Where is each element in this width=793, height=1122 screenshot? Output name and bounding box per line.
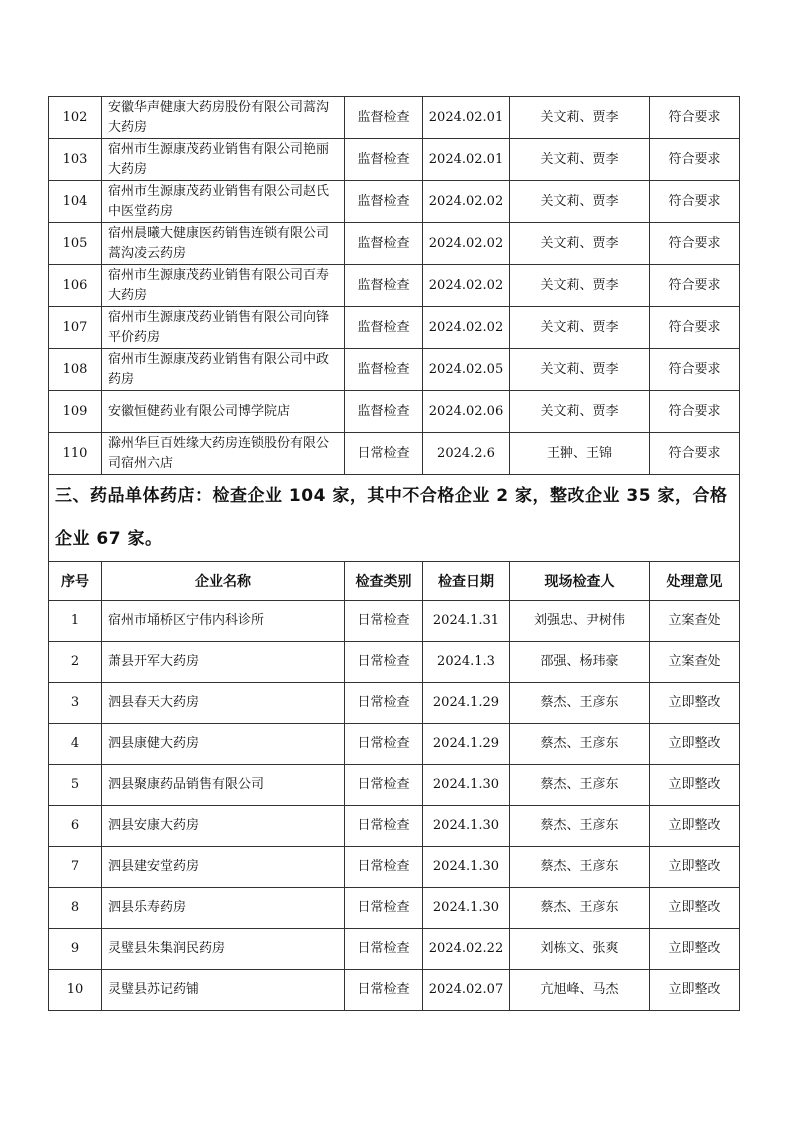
cell-no: 3	[49, 683, 102, 724]
cell-result: 立即整改	[650, 929, 740, 970]
cell-no: 8	[49, 888, 102, 929]
cell-type: 日常检查	[345, 724, 423, 765]
table-row	[49, 265, 740, 307]
cell-name: 灵璧县苏记药铺	[102, 970, 345, 1011]
cell-no: 103	[49, 139, 102, 181]
cell-date: 2024.02.22	[423, 929, 510, 970]
cell-name: 泗县建安堂药房	[102, 847, 345, 888]
cell-name: 泗县康健大药房	[102, 724, 345, 765]
cell-type: 监督检查	[345, 307, 423, 349]
cell-type: 监督检查	[345, 181, 423, 223]
table-row	[49, 307, 740, 349]
cell-result: 立即整改	[650, 765, 740, 806]
cell-name: 宿州晨曦大健康医药销售连锁有限公司蒿沟凌云药房	[102, 223, 345, 265]
cell-inspector: 蔡杰、王彦东	[510, 847, 650, 888]
cell-inspector: 关文莉、贾李	[510, 349, 650, 391]
cell-inspector: 蔡杰、王彦东	[510, 888, 650, 929]
cell-result: 立即整改	[650, 847, 740, 888]
cell-result: 立案查处	[650, 601, 740, 642]
cell-date: 2024.1.31	[423, 601, 510, 642]
table-row	[49, 724, 740, 765]
header-date: 检查日期	[423, 562, 510, 601]
table-row	[49, 765, 740, 806]
cell-inspector: 王翀、王锦	[510, 433, 650, 475]
table-row	[49, 929, 740, 970]
table-row	[49, 970, 740, 1011]
cell-inspector: 关文莉、贾李	[510, 181, 650, 223]
cell-type: 监督检查	[345, 265, 423, 307]
cell-name: 安徽恒健药业有限公司博学院店	[102, 391, 345, 433]
cell-no: 109	[49, 391, 102, 433]
cell-no: 4	[49, 724, 102, 765]
cell-no: 105	[49, 223, 102, 265]
cell-result: 符合要求	[650, 391, 740, 433]
cell-name: 泗县安康大药房	[102, 806, 345, 847]
cell-name: 宿州市埇桥区宁伟内科诊所	[102, 601, 345, 642]
cell-no: 10	[49, 970, 102, 1011]
cell-no: 106	[49, 265, 102, 307]
cell-result: 符合要求	[650, 349, 740, 391]
cell-date: 2024.02.07	[423, 970, 510, 1011]
cell-name: 泗县聚康药品销售有限公司	[102, 765, 345, 806]
cell-inspector: 关文莉、贾李	[510, 265, 650, 307]
header-result: 处理意见	[650, 562, 740, 601]
cell-inspector: 蔡杰、王彦东	[510, 765, 650, 806]
table-row	[49, 683, 740, 724]
cell-inspector: 关文莉、贾李	[510, 223, 650, 265]
cell-type: 监督检查	[345, 97, 423, 139]
cell-type: 日常检查	[345, 970, 423, 1011]
section-heading: 三、药品单体药店：检查企业 104 家，其中不合格企业 2 家，整改企业 35 家，合格企业 67 家。	[49, 475, 740, 562]
cell-name: 宿州市生源康茂药业销售有限公司赵氏中医堂药房	[102, 181, 345, 223]
cell-name: 灵璧县朱集润民药房	[102, 929, 345, 970]
cell-result: 符合要求	[650, 307, 740, 349]
inspection-table	[48, 96, 740, 1011]
section-heading-row	[49, 475, 740, 562]
table-row	[49, 642, 740, 683]
cell-date: 2024.02.02	[423, 223, 510, 265]
cell-date: 2024.02.01	[423, 139, 510, 181]
cell-result: 符合要求	[650, 223, 740, 265]
cell-result: 符合要求	[650, 265, 740, 307]
table-row	[49, 97, 740, 139]
table-row	[49, 888, 740, 929]
cell-no: 9	[49, 929, 102, 970]
cell-name: 宿州市生源康茂药业销售有限公司百寿大药房	[102, 265, 345, 307]
cell-date: 2024.1.29	[423, 683, 510, 724]
cell-name: 安徽华声健康大药房股份有限公司蒿沟大药房	[102, 97, 345, 139]
cell-date: 2024.1.30	[423, 806, 510, 847]
cell-inspector: 蔡杰、王彦东	[510, 724, 650, 765]
cell-date: 2024.1.29	[423, 724, 510, 765]
cell-no: 1	[49, 601, 102, 642]
header-inspector: 现场检查人	[510, 562, 650, 601]
table-row	[49, 847, 740, 888]
table-row	[49, 601, 740, 642]
cell-name: 萧县开军大药房	[102, 642, 345, 683]
cell-inspector: 关文莉、贾李	[510, 307, 650, 349]
header-name: 企业名称	[102, 562, 345, 601]
cell-date: 2024.1.3	[423, 642, 510, 683]
cell-name: 泗县春天大药房	[102, 683, 345, 724]
cell-no: 102	[49, 97, 102, 139]
cell-no: 110	[49, 433, 102, 475]
cell-no: 7	[49, 847, 102, 888]
cell-date: 2024.02.02	[423, 181, 510, 223]
header-row	[49, 562, 740, 601]
cell-result: 立即整改	[650, 970, 740, 1011]
cell-no: 107	[49, 307, 102, 349]
cell-type: 日常检查	[345, 683, 423, 724]
cell-type: 日常检查	[345, 888, 423, 929]
cell-name: 泗县乐寿药房	[102, 888, 345, 929]
cell-date: 2024.02.05	[423, 349, 510, 391]
cell-result: 立案查处	[650, 642, 740, 683]
cell-date: 2024.02.02	[423, 265, 510, 307]
cell-result: 符合要求	[650, 97, 740, 139]
cell-inspector: 邵强、杨玮豪	[510, 642, 650, 683]
cell-no: 5	[49, 765, 102, 806]
cell-date: 2024.02.02	[423, 307, 510, 349]
table-row	[49, 349, 740, 391]
cell-name: 宿州市生源康茂药业销售有限公司中政药房	[102, 349, 345, 391]
cell-type: 监督检查	[345, 223, 423, 265]
cell-date: 2024.1.30	[423, 888, 510, 929]
table-row	[49, 181, 740, 223]
cell-name: 滁州华巨百姓缘大药房连锁股份有限公司宿州六店	[102, 433, 345, 475]
cell-inspector: 蔡杰、王彦东	[510, 683, 650, 724]
cell-date: 2024.02.06	[423, 391, 510, 433]
header-no: 序号	[49, 562, 102, 601]
cell-inspector: 亢旭峰、马杰	[510, 970, 650, 1011]
table-row	[49, 139, 740, 181]
cell-inspector: 关文莉、贾李	[510, 139, 650, 181]
cell-inspector: 刘强忠、尹树伟	[510, 601, 650, 642]
cell-type: 日常检查	[345, 765, 423, 806]
cell-type: 日常检查	[345, 929, 423, 970]
cell-type: 日常检查	[345, 601, 423, 642]
cell-inspector: 蔡杰、王彦东	[510, 806, 650, 847]
cell-result: 立即整改	[650, 806, 740, 847]
cell-inspector: 关文莉、贾李	[510, 391, 650, 433]
cell-type: 监督检查	[345, 139, 423, 181]
header-type: 检查类别	[345, 562, 423, 601]
cell-no: 108	[49, 349, 102, 391]
cell-name: 宿州市生源康茂药业销售有限公司向锋平价药房	[102, 307, 345, 349]
cell-result: 立即整改	[650, 683, 740, 724]
cell-type: 监督检查	[345, 349, 423, 391]
cell-no: 2	[49, 642, 102, 683]
cell-result: 立即整改	[650, 724, 740, 765]
cell-result: 立即整改	[650, 888, 740, 929]
table-row	[49, 433, 740, 475]
cell-date: 2024.1.30	[423, 765, 510, 806]
cell-no: 6	[49, 806, 102, 847]
cell-result: 符合要求	[650, 139, 740, 181]
cell-date: 2024.02.01	[423, 97, 510, 139]
cell-type: 日常检查	[345, 806, 423, 847]
cell-type: 日常检查	[345, 642, 423, 683]
cell-type: 日常检查	[345, 847, 423, 888]
cell-inspector: 刘栋文、张爽	[510, 929, 650, 970]
cell-type: 监督检查	[345, 391, 423, 433]
cell-inspector: 关文莉、贾李	[510, 97, 650, 139]
cell-date: 2024.2.6	[423, 433, 510, 475]
table-row	[49, 806, 740, 847]
cell-date: 2024.1.30	[423, 847, 510, 888]
cell-type: 日常检查	[345, 433, 423, 475]
cell-no: 104	[49, 181, 102, 223]
cell-result: 符合要求	[650, 181, 740, 223]
table-row	[49, 223, 740, 265]
cell-result: 符合要求	[650, 433, 740, 475]
cell-name: 宿州市生源康茂药业销售有限公司艳丽大药房	[102, 139, 345, 181]
table-row	[49, 391, 740, 433]
